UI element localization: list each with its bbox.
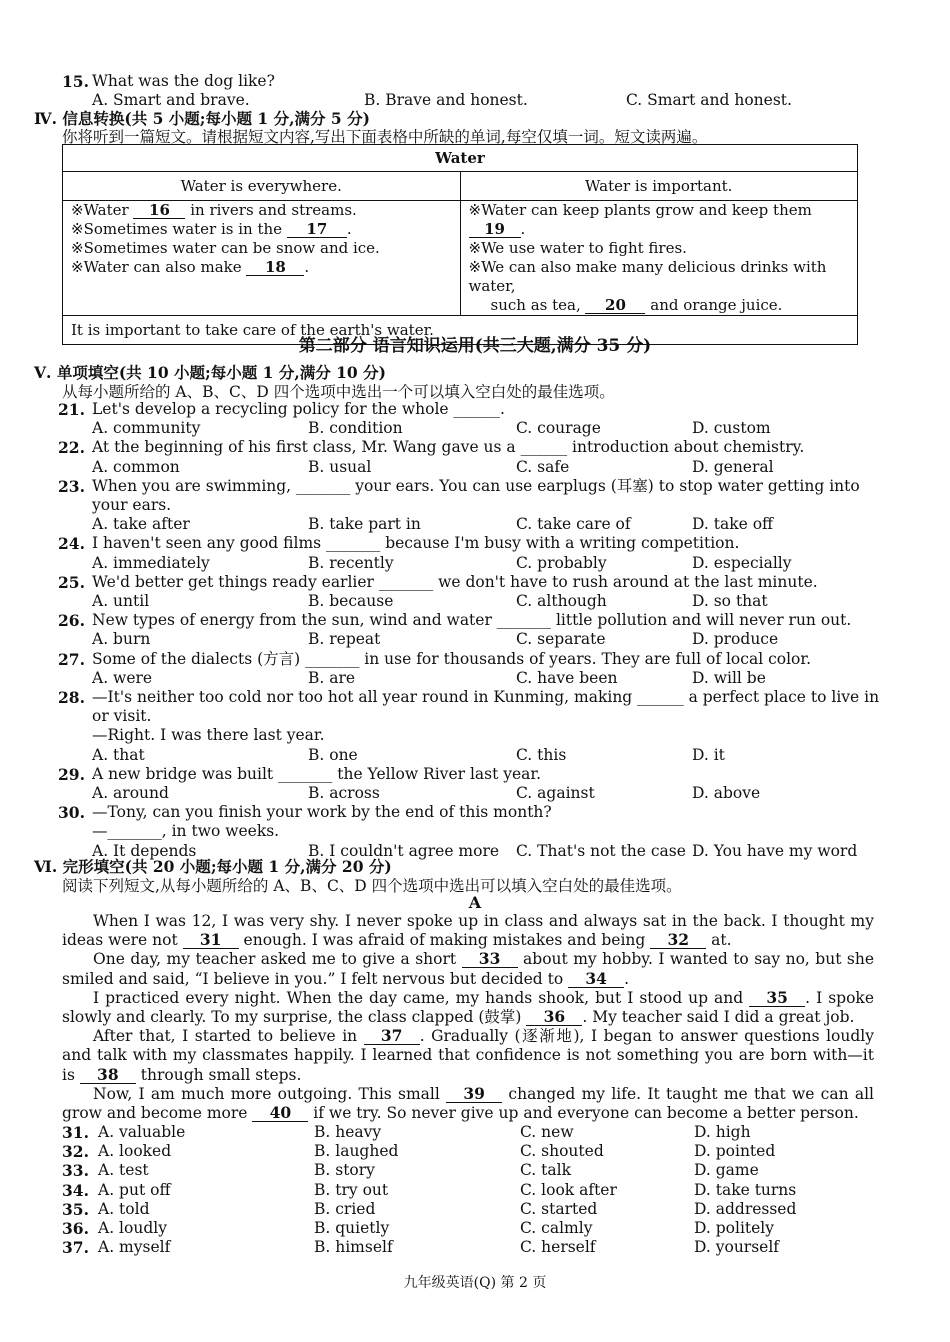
question-options [0, 419, 950, 438]
table-line: ※Water can keep plants grow and keep them 19 . [468, 201, 812, 238]
cloze-question [0, 1200, 950, 1219]
question-number: 15. [62, 72, 89, 91]
page-footer: 九年级英语(Q) 第 2 页 [403, 1275, 547, 1291]
question-number: 31. [62, 1123, 89, 1142]
table-line: ※Water 16 in rivers and streams. [71, 201, 357, 219]
section-5-title: Ⅴ. 单项填空(共 10 小题;每小题 1 分,满分 10 分) [34, 363, 386, 382]
option-d: D. general [692, 457, 774, 476]
passage-paragraph: I practiced every night. When the day came, my hands shook, but I stood up and 35 . I spoke slowly and clearly. To my surprise, the class clapped (鼓掌) 36 . My teacher said I did a great job. [62, 987, 874, 1027]
option-a: A. test [98, 1161, 149, 1180]
table-title: Water [63, 145, 858, 172]
option-d: D. especially [692, 553, 792, 572]
option-a: A. were [92, 668, 153, 687]
question-15 [0, 72, 950, 91]
cloze-question [0, 1219, 950, 1238]
cloze-blank: 32 [650, 932, 706, 949]
question-stem: New types of energy from the sun, wind and water _______ little pollution and will never run out. [92, 611, 852, 630]
question-number: 34. [62, 1180, 89, 1200]
option-c: C. talk [520, 1161, 571, 1180]
passage-paragraph: When I was 12, I was very shy. I never spoke up in class and always sat in the back. I thought my ideas were not 31 enough. I was afraid of making mistakes and being 32 at. [62, 912, 874, 950]
question-number: 35. [62, 1199, 89, 1219]
question-stem: When you are swimming, _______ your ears. You can use earplugs (耳塞) to stop water getting into [92, 476, 860, 495]
section-6-title: Ⅵ. 完形填空(共 20 小题;每小题 1 分,满分 20 分) [34, 857, 392, 876]
option-d: D. politely [694, 1219, 775, 1237]
question-number: 29. [58, 764, 85, 784]
question-options [0, 630, 950, 649]
table-line: ※We can also make many delicious drinks with water, [468, 258, 827, 295]
cloze-blank: 35 [749, 990, 805, 1007]
option-b: B. I couldn't agree more [308, 841, 500, 860]
option-a: A. It depends [92, 841, 197, 860]
table-left-head: Water is everywhere. [63, 172, 461, 201]
question-stem-line [0, 611, 950, 630]
question-stem-line [0, 438, 950, 457]
question-stem: —Right. I was there last year. [92, 726, 325, 745]
option-d: D. will be [692, 668, 766, 687]
option-d: D. produce [692, 630, 779, 649]
passage-label: A [468, 893, 482, 912]
cloze-blank: 36 [526, 1009, 582, 1026]
question-number: 32. [62, 1142, 89, 1162]
question-options [0, 592, 950, 611]
cloze-blank: 34 [568, 971, 624, 988]
option-d: D. pointed [694, 1142, 776, 1161]
question-stem-line [0, 534, 950, 553]
option-d: D. custom [692, 419, 771, 438]
option-a: A. valuable [98, 1123, 186, 1141]
option-b: B. condition [308, 419, 403, 438]
option-d: D. yourself [694, 1238, 780, 1257]
option-c: C. That's not the case [516, 841, 686, 860]
option-b: B. because [308, 592, 394, 610]
option-a: A. told [98, 1199, 150, 1218]
question-stem: Let's develop a recycling policy for the whole ______. [92, 400, 505, 418]
question-stem-line [0, 650, 950, 669]
question-stem: What was the dog like? [92, 72, 275, 90]
section-5-instructions: 从每小题所给的 A、B、C、D 四个选项中选出一个可以填入空白处的最佳选项。 [62, 383, 615, 401]
option-b: B. heavy [314, 1123, 382, 1141]
table-line: ※We use water to fight fires. [468, 239, 687, 257]
option-a: A. looked [98, 1142, 172, 1161]
option-d: D. high [694, 1123, 751, 1141]
option-c: C. calmly [520, 1219, 593, 1237]
question-stem: I haven't seen any good films _______ because I'm busy with a writing competition. [92, 534, 740, 553]
question-number: 23. [58, 476, 85, 496]
question-stem-line [0, 822, 950, 841]
question-stem: A new bridge was built _______ the Yellow River last year. [92, 764, 542, 783]
question-number: 30. [58, 803, 85, 823]
option-b: B. quietly [314, 1219, 390, 1237]
option-c: C. although [516, 592, 607, 610]
option-a: A. around [92, 784, 169, 802]
cloze-blank: 31 [183, 932, 239, 949]
question-stem: —_______, in two weeks. [92, 822, 280, 841]
option-a: A. until [92, 592, 150, 610]
section-4-instructions: 你将听到一篇短文。请根据短文内容,写出下面表格中所缺的单词,每空仅填一词。短文读两遍。 [62, 128, 708, 146]
option-b: B. one [308, 745, 358, 764]
question-number: 27. [58, 649, 85, 669]
question-options [0, 746, 950, 765]
option-c: C. courage [516, 419, 601, 438]
option-c: C. have been [516, 668, 618, 687]
option-c: C. herself [520, 1238, 596, 1257]
section-4-title: Ⅳ. 信息转换(共 5 小题;每小题 1 分,满分 5 分) [34, 109, 370, 128]
option-a: A. Smart and brave. [92, 91, 250, 109]
question-number: 37. [62, 1238, 89, 1258]
option-c: C. new [520, 1123, 574, 1141]
option-a: A. burn [92, 630, 151, 649]
question-stem-line [0, 573, 950, 592]
option-c: C. started [520, 1199, 598, 1218]
question-stem: or visit. [92, 707, 152, 726]
option-a: A. immediately [92, 553, 210, 572]
question-stem: We'd better get things ready earlier _______ we don't have to rush around at the last minute. [92, 572, 818, 591]
question-number: 28. [58, 688, 85, 707]
option-a: A. community [92, 419, 201, 438]
option-a: A. take after [92, 515, 190, 534]
question-number: 33. [62, 1161, 89, 1181]
info-table [62, 144, 858, 345]
option-c: C. take care of [516, 515, 631, 534]
option-c: C. safe [516, 457, 570, 476]
cloze-blank: 37 [364, 1028, 420, 1045]
question-options [0, 515, 950, 534]
question-number: 25. [58, 572, 85, 592]
option-a: A. common [92, 457, 180, 476]
question-number: 26. [58, 611, 85, 631]
option-c: C. against [516, 784, 595, 802]
option-d: D. take off [692, 515, 774, 534]
option-a: A. loudly [98, 1219, 167, 1237]
question-stem-line [0, 496, 950, 515]
option-b: B. are [308, 668, 356, 687]
cloze-question [0, 1238, 950, 1257]
option-c: C. probably [516, 553, 607, 572]
passage-paragraph: After that, I started to believe in 37 . Gradually (逐渐地), I began to answer questions loudly and talk with my classmates happily. I learned that confidence is not something you are born with—it is 38 through small steps. [62, 1026, 874, 1084]
question-number: 22. [58, 438, 85, 458]
option-b: B. Brave and honest. [364, 91, 528, 109]
cloze-blank: 39 [446, 1086, 502, 1103]
question-stem-line [0, 765, 950, 784]
option-b: B. repeat [308, 630, 381, 649]
table-line: ※Sometimes water is in the 17 . [71, 220, 352, 238]
passage-paragraph: One day, my teacher asked me to give a short 33 about my hobby. I wanted to say no, but she smiled and said, “I believe in you.” I felt nervous but decided to 34 . [62, 949, 874, 988]
option-d: D. above [692, 784, 761, 802]
option-d: D. You have my word [692, 841, 858, 860]
table-left-cell [63, 201, 461, 316]
question-number: 21. [58, 400, 85, 419]
option-a: A. myself [98, 1238, 171, 1257]
option-b: B. cried [314, 1199, 376, 1218]
cloze-passage [62, 912, 874, 1123]
cloze-blank: 38 [80, 1067, 136, 1084]
question-stem-line [0, 400, 950, 419]
option-d: D. take turns [694, 1180, 797, 1199]
cloze-question [0, 1123, 950, 1142]
cloze-question [0, 1181, 950, 1200]
option-a: A. that [92, 745, 145, 764]
table-footer: It is important to take care of the earth's water. [63, 316, 858, 345]
part-2-heading: 第二部分 语言知识运用(共三大题,满分 35 分) [298, 336, 652, 356]
question-number: 24. [58, 534, 85, 554]
option-b: B. laughed [314, 1142, 399, 1161]
option-c: C. Smart and honest. [626, 91, 792, 109]
table-line: ※Sometimes water can be snow and ice. [71, 239, 380, 257]
option-d: D. addressed [694, 1199, 797, 1218]
cloze-blank: 40 [252, 1105, 308, 1122]
option-b: B. take part in [308, 515, 421, 534]
table-line: ※Water can also make 18 . [71, 258, 310, 276]
question-stem: —It's neither too cold nor too hot all year round in Kunming, making ______ a perfect place to live in [92, 688, 880, 706]
option-d: D. game [694, 1161, 759, 1180]
question-stem-line [0, 803, 950, 822]
option-b: B. across [308, 784, 380, 802]
question-number: 36. [62, 1219, 89, 1238]
option-b: B. try out [314, 1180, 389, 1199]
option-b: B. himself [314, 1238, 393, 1257]
option-c: C. shouted [520, 1142, 604, 1161]
question-stem: Some of the dialects (方言) _______ in use for thousands of years. They are full of local color. [92, 649, 812, 668]
question-options [0, 554, 950, 573]
table-right-head: Water is important. [460, 172, 858, 201]
option-b: B. story [314, 1161, 375, 1180]
question-stem-line [0, 726, 950, 745]
question-stem-line [0, 707, 950, 726]
cloze-question [0, 1161, 950, 1180]
question-stem-line [0, 688, 950, 707]
section-6-instructions: 阅读下列短文,从每小题所给的 A、B、C、D 四个选项中选出可以填入空白处的最佳选项。 [62, 877, 682, 895]
cloze-question [0, 1142, 950, 1161]
option-c: C. this [516, 745, 567, 764]
option-d: D. it [692, 745, 725, 764]
option-a: A. put off [98, 1180, 171, 1199]
question-options [0, 458, 950, 477]
option-c: C. look after [520, 1180, 617, 1199]
table-right-cell [460, 201, 858, 316]
question-stem: your ears. [92, 496, 172, 514]
option-d: D. so that [692, 592, 768, 610]
passage-paragraph: Now, I am much more outgoing. This small 39 changed my life. It taught me that we can all grow and become more 40 if we try. So never give up and everyone can become a better person. [62, 1083, 875, 1123]
question-stem: —Tony, can you finish your work by the end of this month? [92, 803, 552, 822]
cloze-blank: 33 [462, 951, 518, 968]
option-b: B. usual [308, 457, 372, 476]
question-options [0, 669, 950, 688]
question-options [0, 784, 950, 803]
question-stem-line [0, 477, 950, 496]
option-c: C. separate [516, 630, 606, 649]
question-stem: At the beginning of his first class, Mr. Wang gave us a ______ introduction about chemistry. [92, 438, 805, 457]
option-b: B. recently [308, 553, 394, 572]
table-line: such as tea, 20 and orange juice. [490, 296, 783, 314]
